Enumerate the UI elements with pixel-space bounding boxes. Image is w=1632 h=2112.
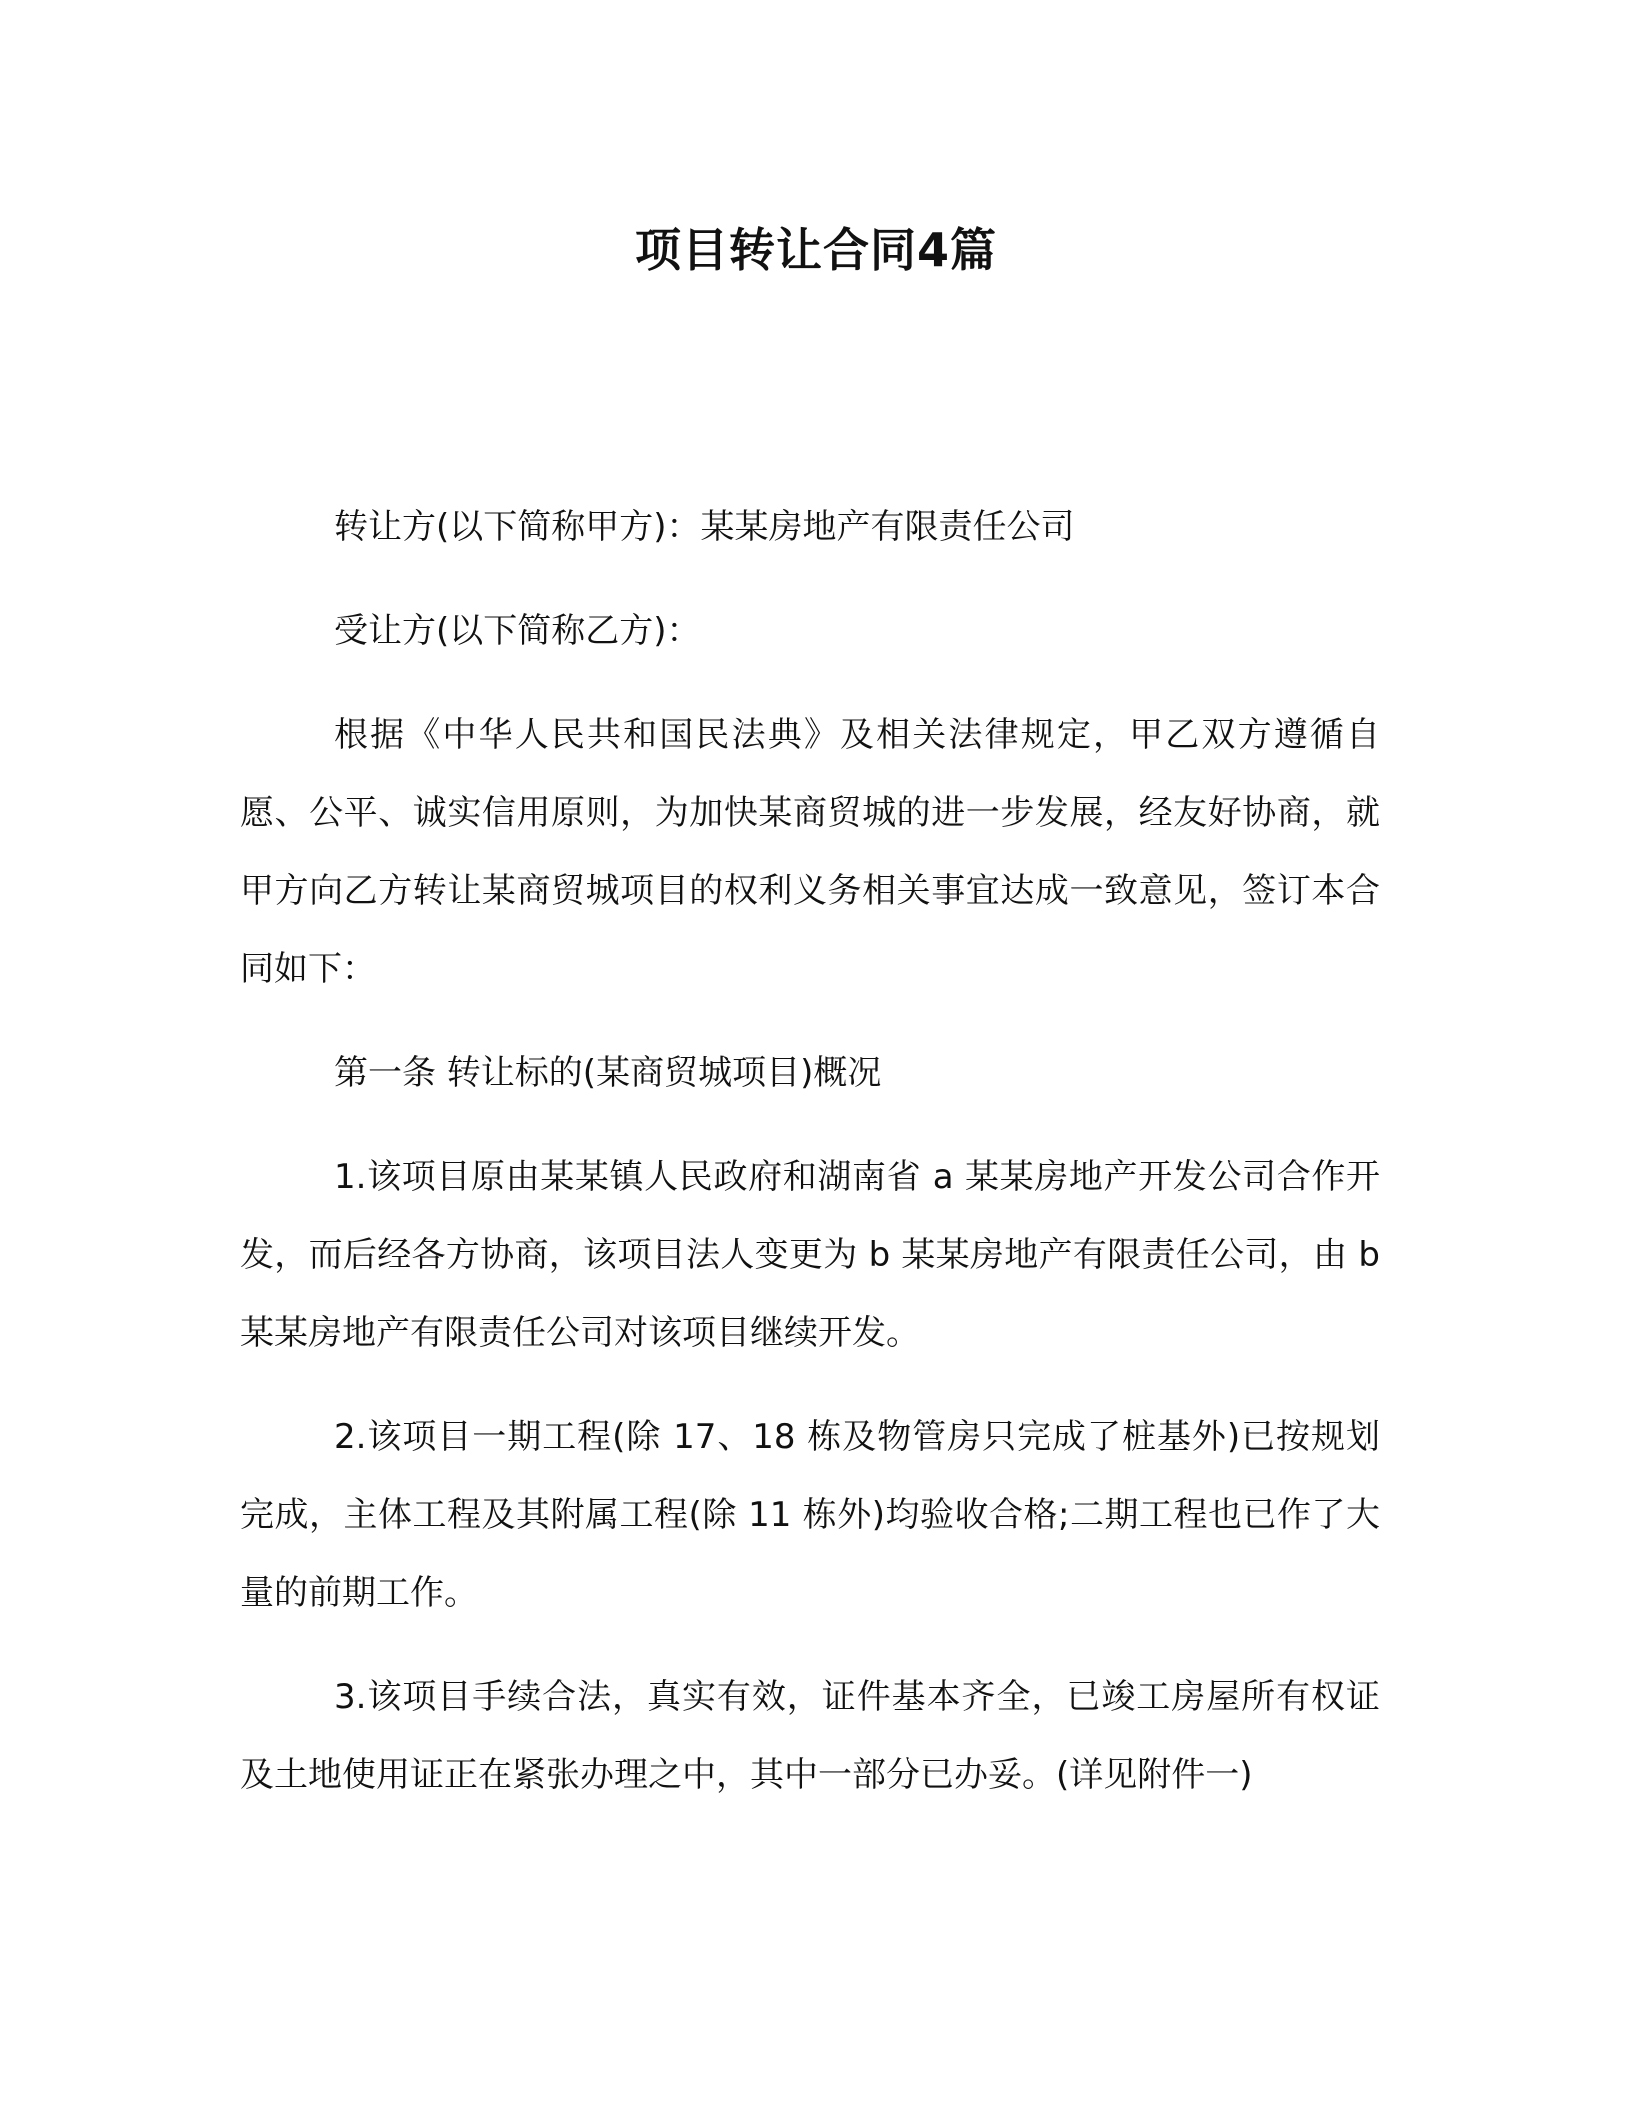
paragraph-transferee: 受让方(以下简称乙方)： <box>334 611 701 651</box>
article-heading: 第一条 转让标的(某商贸城项目)概况 <box>334 1053 882 1093</box>
document-body <box>240 488 1380 1814</box>
paragraph-transferor: 转让方(以下简称甲方)：某某房地产有限责任公司 <box>334 507 1075 547</box>
paragraph-preamble: 根据《中华人民共和国民法典》及相关法律规定，甲乙双方遵循自愿、公平、诚实信用原则，为加快某商贸城的进一步发展，经友好协商，就甲方向乙方转让某商贸城项目的权利义务相关事宜达成一致意见，签订本合同如下： <box>240 715 1380 989</box>
document-title: 项目转让合同4篇 <box>634 223 997 277</box>
clause-3: 3.该项目手续合法，真实有效，证件基本齐全，已竣工房屋所有权证及土地使用证正在紧张办理之中，其中一部分已办妥。(详见附件一) <box>240 1677 1380 1795</box>
clause-1: 1.该项目原由某某镇人民政府和湖南省 a 某某房地产开发公司合作开发，而后经各方协商，该项目法人变更为 b 某某房地产有限责任公司，由 b 某某房地产有限责任公司对该项目继续开发。 <box>240 1157 1380 1353</box>
clause-2: 2.该项目一期工程(除 17、18 栋及物管房只完成了桩基外)已按规划完成，主体工程及其附属工程(除 11 栋外)均验收合格;二期工程也已作了大量的前期工作。 <box>240 1417 1380 1613</box>
